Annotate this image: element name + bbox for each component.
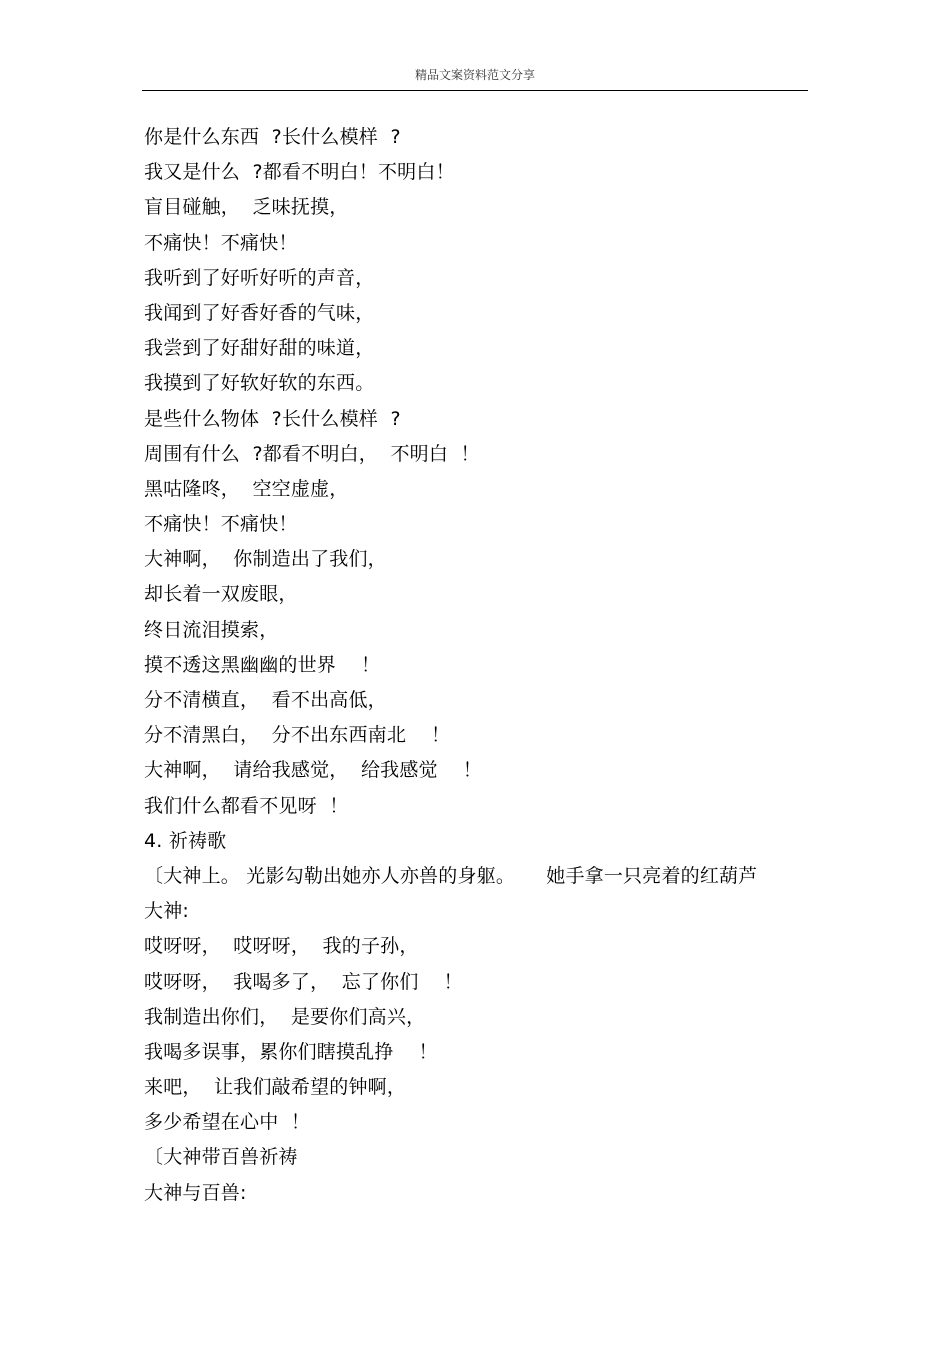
text-line: 我听到了好听好听的声音， (144, 266, 375, 289)
text-line: 你是什么东西 ?长什么模样 ? (144, 126, 401, 148)
section-heading: 4. 祈祷歌 (144, 829, 227, 852)
document-body (144, 120, 824, 1211)
text-line: 大神啊， 请给我感觉， 给我感觉 ！ (144, 759, 482, 782)
text-line: 我摸到了好软好软的东西。 (144, 372, 375, 395)
text-line: 摸不透这黑幽幽的世界 ！ (144, 653, 381, 676)
text-line: 分不清横直， 看不出高低， (144, 689, 387, 711)
text-line: 我喝多误事，累你们瞎摸乱挣 ！ (144, 1040, 438, 1063)
text-line: 我们什么都看不见呀 ！ (144, 794, 349, 817)
text-line: 来吧， 让我们敲希望的钟啊， (144, 1076, 407, 1099)
text-line: 黑咕隆咚， 空空虚虚， (144, 477, 349, 500)
text-line: 哎呀呀， 我喝多了， 忘了你们 ！ (144, 970, 463, 993)
header-divider (142, 90, 808, 91)
text-line: 盲目碰触， 乏味抚摸， (144, 196, 349, 219)
page-header: 精品文案资料范文分享 (414, 68, 535, 82)
text-line: 却长着一双废眼， (144, 583, 298, 606)
text-line: 大神啊， 你制造出了我们， (144, 548, 387, 571)
text-line: 我制造出你们， 是要你们高兴， (144, 1005, 426, 1028)
text-line: 周围有什么 ?都看不明白， 不明白 ！ (144, 442, 480, 465)
stage-direction: 〔大神上。 光影勾勒出她亦人亦兽的身躯。 她手拿一只亮着的红葫芦 (144, 864, 758, 887)
speaker-label: 大神: (144, 900, 190, 923)
text-line: 是些什么物体 ?长什么模样 ? (144, 407, 401, 430)
text-line: 我又是什么 ?都看不明白！不明白！ (144, 161, 455, 184)
text-line: 不痛快！不痛快！ (144, 231, 298, 254)
text-line: 分不清黑白， 分不出东西南北 ！ (144, 724, 451, 747)
text-line: 多少希望在心中 ！ (144, 1111, 311, 1134)
text-line: 我闻到了好香好香的气味， (144, 301, 375, 324)
stage-direction: 〔大神带百兽祈祷 (144, 1146, 298, 1169)
speaker-label: 大神与百兽: (144, 1181, 247, 1204)
text-line: 我尝到了好甜好甜的味道， (144, 337, 375, 360)
text-line: 终日流泪摸索， (144, 618, 279, 641)
text-line: 不痛快！不痛快！ (144, 513, 298, 536)
text-line: 哎呀呀， 哎呀呀， 我的子孙， (144, 935, 419, 958)
